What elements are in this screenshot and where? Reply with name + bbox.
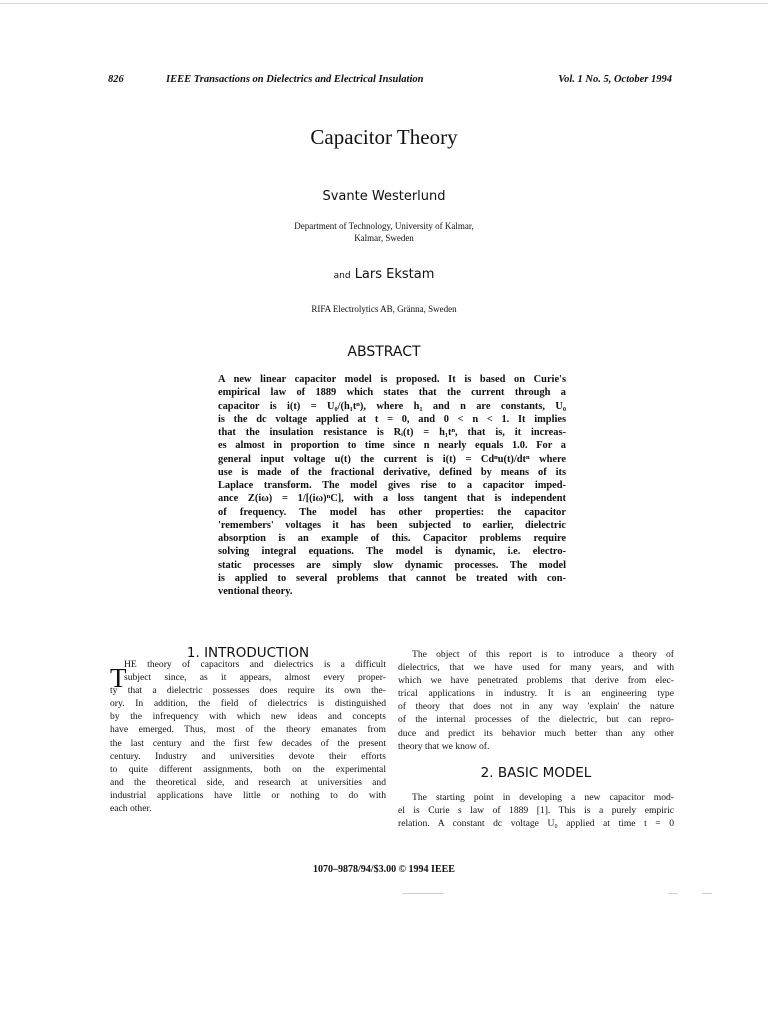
affiliation-line: RIFA Electrolytics AB, Gränna, Sweden [311, 304, 457, 314]
abstract-line: static processes are simply slow dynamic processes. The model [218, 559, 566, 571]
abstract-line: 'remembers' voltages it has been subjected to earlier, dielectric [218, 519, 566, 531]
section-heading-introduction: 1. INTRODUCTION [186, 645, 310, 661]
author-affiliation-1 [0, 220, 768, 244]
abstract-line: Laplace transform. The model gives rise to a capacitor imped- [218, 480, 566, 491]
copyright-footer: 1070–9878/94/$3.00 © 1994 IEEE [313, 864, 455, 875]
abstract-line: general input voltage u(t) the current is i(t) = Cdⁿu(t)/dtⁿ where [218, 453, 566, 465]
scan-artifact [668, 893, 678, 894]
body-line: dielectrics, that we have used for many years, and with [398, 662, 674, 674]
page-number: 826 [108, 74, 124, 85]
body-line: el is Curie s law of 1889 [1]. This is a purely empiric [398, 805, 674, 817]
abstract-line: is the dc voltage applied at t = 0, and 0 < n < 1. It implies [218, 413, 566, 425]
abstract-line: A new linear capacitor model is proposed. It is based on Curie's [218, 374, 566, 385]
body-line: HE theory of capacitors and dielectrics is a difficult [124, 659, 386, 670]
section-heading-basic-model: 2. BASIC MODEL [480, 765, 592, 781]
body-line: of the internal processes of the dielectric, but can repro- [398, 714, 674, 726]
scan-artifact [702, 893, 712, 894]
body-line: which we have penetrated problems that derive from elec- [398, 675, 674, 687]
introduction-continued [398, 648, 674, 753]
body-line: trical applications in industry. It is an engineering type [398, 688, 674, 700]
paper-title: Capacitor Theory [310, 125, 458, 149]
basic-model-body [398, 791, 674, 830]
abstract-line: use is made of the fractional derivative, defined by means of its [218, 466, 566, 478]
author-name-2: Lars Ekstam [354, 267, 435, 282]
introduction-body [110, 658, 386, 815]
journal-name: IEEE Transactions on Dielectrics and Electrical Insulation [166, 74, 424, 85]
abstract-line: es almost in proportion to time since n nearly equals 1.0. For a [218, 440, 566, 452]
scan-top-edge [0, 3, 768, 4]
abstract-line: solving integral equations. The model is dynamic, i.e. electro- [218, 546, 566, 558]
author-name-1: Svante Westerlund [322, 189, 446, 204]
body-line: ory. In addition, the field of dielectrics is distinguished [110, 698, 386, 710]
body-line: theory that we know of. [398, 740, 490, 752]
body-line: industrial applications have little or nothing to do with [110, 789, 386, 801]
abstract-line: empirical law of 1889 which states that the current through a [218, 387, 566, 399]
body-line: of theory that does not in any way 'explain' the nature [398, 701, 674, 713]
abstract-line: of frequency. The model has other properties: the capacitor [218, 506, 566, 518]
body-line: The starting point in developing a new capacitor mod- [412, 792, 674, 803]
scan-artifact [402, 893, 444, 894]
body-line: the last century and the first few decades of the present [110, 737, 386, 749]
body-line: and the theoretical side, and research at universities and [110, 776, 386, 788]
abstract-line: ance Z(iω) = 1/[(iω)ⁿC], with a loss tangent that is independent [218, 493, 566, 505]
abstract-body [218, 373, 566, 598]
volume-info: Vol. 1 No. 5, October 1994 [558, 74, 672, 85]
drop-cap: T [110, 663, 127, 693]
body-line: to quite different assignments, both on the experimental [110, 763, 386, 775]
abstract-line: ventional theory. [218, 586, 293, 597]
body-line: have emerged. Thus, most of the theory emanates from [110, 724, 386, 736]
body-line: relation. A constant dc voltage U₀ applied at time t = 0 [398, 818, 674, 830]
abstract-heading: ABSTRACT [347, 344, 421, 360]
author-block-2 [0, 267, 768, 282]
body-line: ty that a dielectric possesses does require its own the- [110, 685, 386, 697]
body-line: each other. [110, 803, 152, 815]
body-line: century. Industry and universities devote their efforts [110, 750, 386, 762]
body-line: by the infrequency with which new ideas and concepts [110, 711, 386, 723]
body-line: duce and predict its behavior much better than any other [398, 727, 674, 739]
body-line: subject since, as it appears, almost every proper- [124, 672, 386, 684]
abstract-line: absorption is an example of this. Capacitor problems require [218, 533, 566, 544]
abstract-line: is applied to several problems that cannot be treated with con- [218, 572, 566, 584]
abstract-line: that the insulation resistance is Rᵢ(t) = h₁tⁿ, that is, it increas- [218, 427, 566, 438]
author-conjunction: and [333, 271, 351, 281]
affiliation-line: Department of Technology, University of Kalmar, [294, 221, 474, 231]
abstract-line: capacitor is i(t) = U₀/(h₁tⁿ), where h₁ and n are constants, U₀ [218, 400, 566, 412]
affiliation-line: Kalmar, Sweden [354, 233, 414, 243]
author-affiliation-2 [0, 303, 768, 315]
body-line: The object of this report is to introduce a theory of [412, 649, 674, 660]
